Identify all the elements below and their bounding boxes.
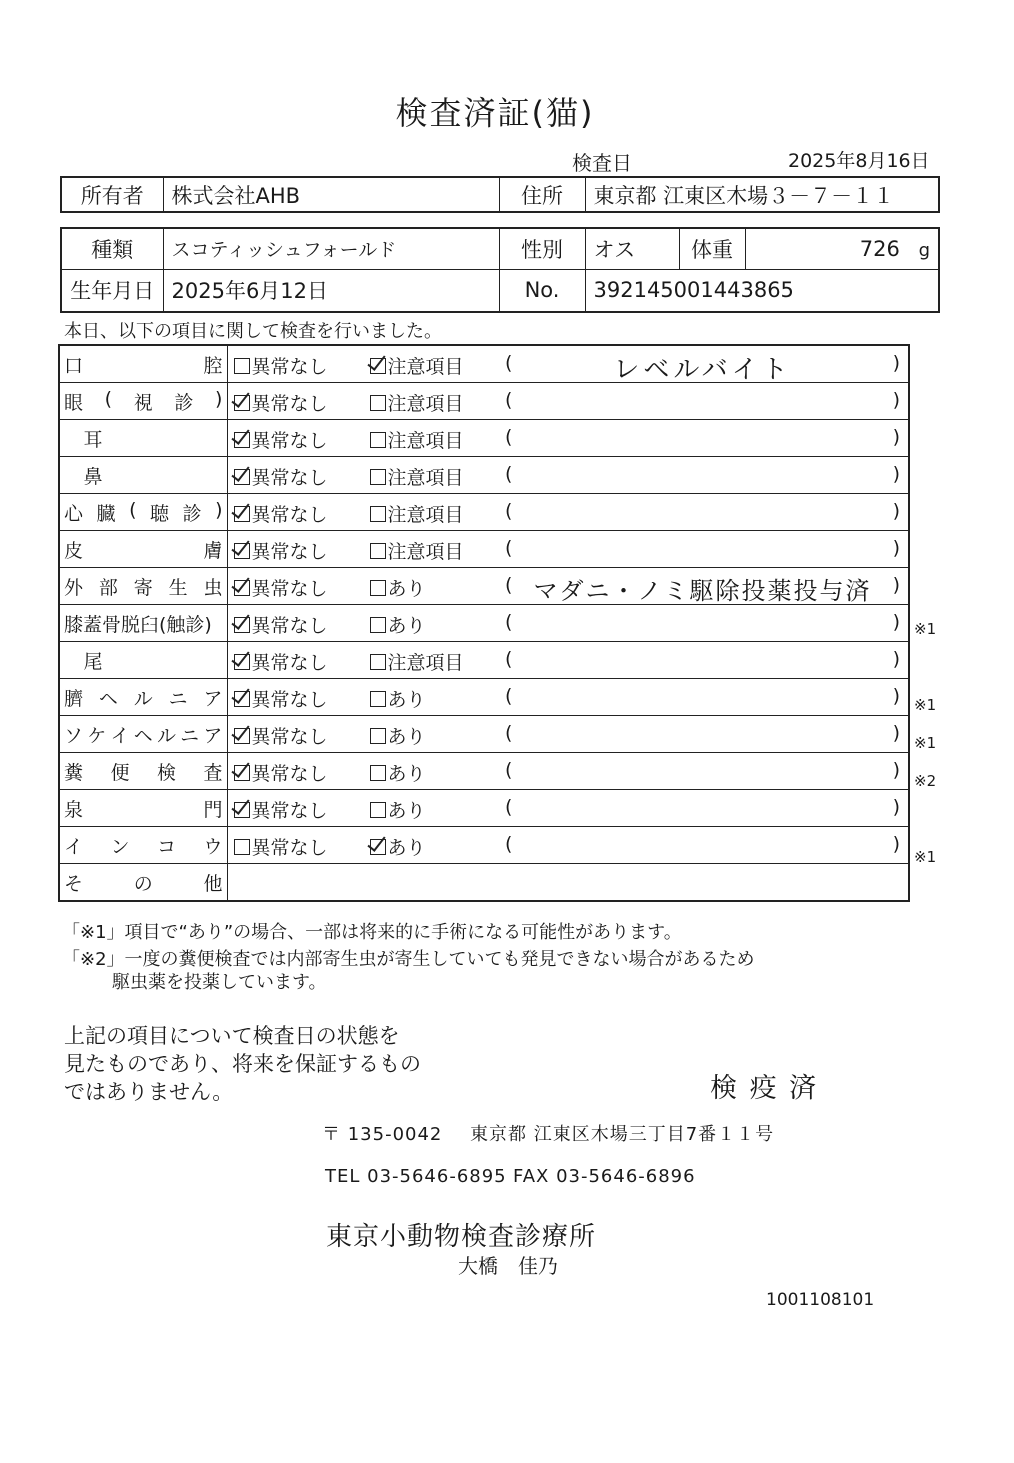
close-paren: ) <box>892 685 900 707</box>
checkbox[interactable] <box>234 765 250 781</box>
exam-row <box>59 605 909 642</box>
exam-item-name <box>64 462 223 489</box>
exam-item-name-cell <box>59 716 227 753</box>
option-attention[interactable] <box>370 463 464 490</box>
exam-item-name-cell <box>59 457 227 494</box>
document-title: 検査済証(猫) <box>395 94 595 132</box>
exam-item-name <box>64 425 223 452</box>
birth-label: 生年月日 <box>61 269 163 312</box>
exam-item-name-char: の <box>133 872 153 895</box>
exam-item-name-char: 心 <box>64 502 84 525</box>
exam-item-name <box>64 351 223 378</box>
checkbox[interactable] <box>370 469 386 485</box>
checkbox[interactable] <box>234 469 250 485</box>
checkbox[interactable] <box>234 432 250 448</box>
checkbox[interactable] <box>234 691 250 707</box>
intro-text: 本日、以下の項目に関して検査を行いました。 <box>64 321 442 342</box>
exam-options <box>227 716 497 753</box>
close-paren: ) <box>892 648 900 670</box>
exam-item-name-char: ル <box>156 724 176 747</box>
weight-value: 726 <box>859 236 900 261</box>
checkbox[interactable] <box>234 395 250 411</box>
option-label: あり <box>387 578 426 600</box>
footnote-marker: ※2 <box>914 772 937 790</box>
option-attention[interactable] <box>370 574 426 601</box>
exam-item-name-char: ( <box>129 498 137 521</box>
exam-item-name <box>64 832 223 859</box>
close-paren: ) <box>892 833 900 855</box>
option-label: 異常なし <box>251 393 328 415</box>
exam-detail <box>497 753 909 790</box>
close-paren: ) <box>892 389 900 411</box>
open-paren: ( <box>505 796 513 818</box>
option-label: 注意項目 <box>387 541 464 563</box>
exam-item-name-char: イ <box>64 835 84 858</box>
exam-item-name-cell <box>59 345 227 383</box>
close-paren: ) <box>892 796 900 818</box>
option-normal[interactable] <box>234 463 328 490</box>
checkbox[interactable] <box>370 395 386 411</box>
exam-detail <box>497 568 909 605</box>
exam-item-name-char: ヘ <box>133 724 153 747</box>
breed-label: 種類 <box>61 228 163 269</box>
option-label: あり <box>387 800 426 822</box>
owner-value: 株式会社AHB <box>163 177 499 212</box>
address-label: 住所 <box>499 177 585 212</box>
statement <box>64 1022 421 1106</box>
footnote-marker: ※1 <box>914 848 937 866</box>
exam-detail <box>497 716 909 753</box>
exam-options <box>227 827 497 864</box>
option-attention[interactable] <box>370 722 426 749</box>
exam-item-name <box>64 758 223 785</box>
exam-item-name-char: 生 <box>168 576 188 599</box>
option-normal[interactable] <box>234 833 328 860</box>
option-label: あり <box>387 763 426 785</box>
exam-item-name-char: 視 <box>133 391 153 414</box>
checkbox[interactable] <box>234 728 250 744</box>
option-normal[interactable] <box>234 537 328 564</box>
option-normal[interactable] <box>234 611 328 638</box>
close-paren: ) <box>892 574 900 596</box>
other-detail <box>227 864 909 902</box>
exam-item-name-cell <box>59 605 227 642</box>
exam-row <box>59 345 909 383</box>
option-label: あり <box>387 837 426 859</box>
exam-item-name <box>64 721 223 748</box>
exam-item-name <box>64 573 223 600</box>
exam-item-name-char: 診 <box>174 391 194 414</box>
exam-item-name-char: 泉 <box>64 798 84 821</box>
exam-item-name-char: ア <box>203 724 223 747</box>
birth-value: 2025年6月12日 <box>163 269 499 312</box>
postal-code: 〒 135-0042 <box>322 1124 443 1145</box>
exam-item-name-char: 臓 <box>96 502 116 525</box>
exam-options <box>227 457 497 494</box>
exam-options <box>227 420 497 457</box>
exam-item-name-cell <box>59 383 227 420</box>
exam-item-name-char: 膝蓋骨脱臼(触診) <box>64 613 212 636</box>
open-paren: ( <box>505 611 513 633</box>
exam-item-name-char: 検 <box>156 761 176 784</box>
weight-cell <box>745 228 939 269</box>
checkbox[interactable] <box>234 580 250 596</box>
exam-item-name <box>64 499 223 526</box>
checkbox[interactable] <box>370 358 386 374</box>
option-normal[interactable] <box>234 648 328 675</box>
option-label: 注意項目 <box>387 504 464 526</box>
exam-item-name <box>64 388 223 415</box>
exam-item-name-char: イ <box>110 724 130 747</box>
option-label: あり <box>387 615 426 637</box>
checkbox[interactable] <box>370 506 386 522</box>
exam-item-name-char: ヘ <box>98 687 118 710</box>
note-3: 駆虫薬を投薬しています。 <box>112 972 327 993</box>
exam-item-name-char: 寄 <box>133 576 153 599</box>
exam-item-name-cell <box>59 827 227 864</box>
option-normal[interactable] <box>234 500 328 527</box>
owner-label: 所有者 <box>61 177 163 212</box>
exam-row <box>59 790 909 827</box>
open-paren: ( <box>505 426 513 448</box>
exam-item-name-cell <box>59 494 227 531</box>
checkbox[interactable] <box>370 802 386 818</box>
exam-detail <box>497 494 909 531</box>
close-paren: ) <box>892 759 900 781</box>
exam-options <box>227 531 497 568</box>
exam-item-name-char: 臍 <box>64 687 84 710</box>
exam-row <box>59 420 909 457</box>
checkbox[interactable] <box>370 728 386 744</box>
exam-detail <box>497 790 909 827</box>
exam-table <box>58 344 910 902</box>
option-label: 異常なし <box>251 689 328 711</box>
checkbox[interactable] <box>370 691 386 707</box>
no-value: 392145001443865 <box>585 269 939 312</box>
clinic-tel: TEL 03-5646-6895 <box>325 1166 507 1187</box>
exam-options <box>227 605 497 642</box>
checkbox[interactable] <box>234 358 250 374</box>
option-attention[interactable] <box>370 500 464 527</box>
exam-options <box>227 753 497 790</box>
open-paren: ( <box>505 833 513 855</box>
open-paren: ( <box>505 574 513 596</box>
option-normal[interactable] <box>234 426 328 453</box>
exam-item-name-char: 口 <box>64 354 84 377</box>
close-paren: ) <box>892 611 900 633</box>
note-2: 「※2」一度の糞便検査では内部寄生虫が寄生していても発見できない場合があるため <box>62 949 755 970</box>
exam-item-name <box>64 869 223 896</box>
exam-detail <box>497 383 909 420</box>
quarantine-stamp: 検 疫 済 <box>710 1073 819 1104</box>
exam-detail <box>497 642 909 679</box>
exam-item-name-char: 腔 <box>203 354 223 377</box>
exam-item-name-char: ニ <box>180 724 200 747</box>
option-label: 注意項目 <box>387 652 464 674</box>
option-label: 異常なし <box>251 467 328 489</box>
exam-item-name-char: 虫 <box>203 576 223 599</box>
option-label: 異常なし <box>251 726 328 748</box>
option-label: 異常なし <box>251 430 328 452</box>
exam-date-value: 2025年8月16日 <box>788 150 930 172</box>
exam-options <box>227 568 497 605</box>
exam-row <box>59 531 909 568</box>
document-number: 1001108101 <box>766 1290 875 1310</box>
exam-item-name-char: 診 <box>182 502 202 525</box>
exam-detail <box>497 345 909 383</box>
exam-item-name-cell <box>59 420 227 457</box>
exam-detail <box>497 457 909 494</box>
animal-table <box>60 227 940 313</box>
exam-options <box>227 642 497 679</box>
exam-item-name-char: ケ <box>87 724 107 747</box>
option-label: 異常なし <box>251 504 328 526</box>
clinic-fax: FAX 03-5646-6896 <box>513 1166 696 1187</box>
exam-item-name-char: ン <box>110 835 130 858</box>
exam-detail <box>497 420 909 457</box>
exam-row-other <box>59 864 909 902</box>
exam-item-name-char: 査 <box>203 761 223 784</box>
exam-detail <box>497 827 909 864</box>
checkbox[interactable] <box>370 617 386 633</box>
open-paren: ( <box>505 685 513 707</box>
exam-item-name-cell <box>59 642 227 679</box>
detail-text: レベルバイト <box>613 355 792 383</box>
option-normal[interactable] <box>234 685 328 712</box>
exam-detail <box>497 605 909 642</box>
option-attention[interactable] <box>370 352 464 379</box>
clinic-address: 東京都 江東区木場三丁目7番１１号 <box>470 1124 775 1145</box>
exam-item-name-char: ニ <box>168 687 188 710</box>
footnote-marker: ※1 <box>914 734 937 752</box>
exam-item-name-char: 膚 <box>203 539 223 562</box>
close-paren: ) <box>892 352 900 374</box>
statement-line-2: 見たものであり、将来を保証するもの <box>64 1052 421 1076</box>
checkbox[interactable] <box>234 654 250 670</box>
exam-item-name-char: 外 <box>64 576 84 599</box>
exam-detail <box>497 679 909 716</box>
exam-item-name-char: 他 <box>203 872 223 895</box>
checkbox[interactable] <box>234 839 250 855</box>
exam-item-name-cell <box>59 864 227 902</box>
exam-item-name-cell <box>59 531 227 568</box>
exam-row <box>59 716 909 753</box>
checkbox[interactable] <box>370 765 386 781</box>
exam-row <box>59 642 909 679</box>
option-normal[interactable] <box>234 722 328 749</box>
option-attention[interactable] <box>370 759 426 786</box>
breed-value: スコティッシュフォールド <box>163 228 499 269</box>
option-label: 異常なし <box>251 763 328 785</box>
close-paren: ) <box>892 500 900 522</box>
open-paren: ( <box>505 463 513 485</box>
exam-item-name <box>64 647 223 674</box>
sex-value: オス <box>585 228 679 269</box>
exam-item-name-char: ) <box>215 498 223 521</box>
option-attention[interactable] <box>370 833 426 860</box>
exam-item-name-cell <box>59 679 227 716</box>
option-label: 異常なし <box>251 615 328 637</box>
exam-item-name-char: 皮 <box>64 539 84 562</box>
option-label: 注意項目 <box>387 467 464 489</box>
exam-item-name-char: 耳 <box>83 428 103 451</box>
option-attention[interactable] <box>370 537 464 564</box>
close-paren: ) <box>892 537 900 559</box>
address-value: 東京都 江東区木場３－７－１１ <box>585 177 939 212</box>
detail-text: マダニ・ノミ駆除投薬投与済 <box>533 577 872 605</box>
checkbox[interactable] <box>234 506 250 522</box>
sex-label: 性別 <box>499 228 585 269</box>
close-paren: ) <box>892 463 900 485</box>
statement-line-3: ではありません。 <box>64 1080 234 1104</box>
checkbox[interactable] <box>370 432 386 448</box>
exam-date-label: 検査日 <box>572 151 632 175</box>
checkbox[interactable] <box>370 580 386 596</box>
exam-item-name <box>64 536 223 563</box>
option-normal[interactable] <box>234 352 328 379</box>
exam-item-name-char: ) <box>215 387 223 410</box>
exam-item-name <box>64 610 223 637</box>
exam-item-name-cell <box>59 568 227 605</box>
statement-line-1: 上記の項目について検査日の状態を <box>64 1024 400 1048</box>
checkbox[interactable] <box>370 543 386 559</box>
exam-item-name-char: コ <box>156 835 176 858</box>
option-attention[interactable] <box>370 796 426 823</box>
exam-item-name-char: 尾 <box>83 650 103 673</box>
option-label: 異常なし <box>251 800 328 822</box>
weight-unit: g <box>918 239 930 261</box>
checkbox[interactable] <box>370 654 386 670</box>
exam-row <box>59 568 909 605</box>
exam-row <box>59 457 909 494</box>
exam-item-name-char: 部 <box>98 576 118 599</box>
option-label: 注意項目 <box>387 430 464 452</box>
exam-options <box>227 383 497 420</box>
close-paren: ) <box>892 722 900 744</box>
exam-item-name <box>64 684 223 711</box>
exam-options <box>227 790 497 827</box>
exam-item-name-char: 便 <box>110 761 130 784</box>
exam-item-name-cell <box>59 790 227 827</box>
option-label: 異常なし <box>251 652 328 674</box>
open-paren: ( <box>505 759 513 781</box>
exam-options <box>227 494 497 531</box>
exam-item-name-char: ル <box>133 687 153 710</box>
checkbox[interactable] <box>370 839 386 855</box>
exam-item-name-char: 門 <box>203 798 223 821</box>
exam-row <box>59 679 909 716</box>
option-normal[interactable] <box>234 574 328 601</box>
exam-item-name-char: ( <box>104 387 113 410</box>
exam-detail <box>497 531 909 568</box>
option-attention[interactable] <box>370 611 426 638</box>
owner-table <box>60 176 940 213</box>
option-label: あり <box>387 689 426 711</box>
doctor-name: 大橋 佳乃 <box>458 1254 558 1278</box>
option-attention[interactable] <box>370 426 464 453</box>
option-label: 異常なし <box>251 837 328 859</box>
footnote-marker: ※1 <box>914 696 937 714</box>
footnote-marker: ※1 <box>914 620 937 638</box>
option-label: 異常なし <box>251 578 328 600</box>
open-paren: ( <box>505 500 513 522</box>
option-label: あり <box>387 726 426 748</box>
exam-item-name-char: ウ <box>203 835 223 858</box>
exam-options <box>227 679 497 716</box>
exam-row <box>59 827 909 864</box>
option-label: 注意項目 <box>387 356 464 378</box>
exam-item-name-char: 眼 <box>64 391 84 414</box>
open-paren: ( <box>505 648 513 670</box>
no-label: No. <box>499 269 585 312</box>
open-paren: ( <box>505 352 513 374</box>
exam-row <box>59 494 909 531</box>
exam-item-name-char: 鼻 <box>83 465 103 488</box>
note-1: 「※1」項目で“あり”の場合、一部は将来的に手術になる可能性があります。 <box>62 922 682 943</box>
checkbox[interactable] <box>234 802 250 818</box>
open-paren: ( <box>505 389 513 411</box>
checkbox[interactable] <box>234 617 250 633</box>
option-attention[interactable] <box>370 389 464 416</box>
exam-item-name-char: 聴 <box>150 502 170 525</box>
close-paren: ) <box>892 426 900 448</box>
option-attention[interactable] <box>370 685 426 712</box>
option-label: 注意項目 <box>387 393 464 415</box>
option-label: 異常なし <box>251 541 328 563</box>
exam-row <box>59 383 909 420</box>
open-paren: ( <box>505 722 513 744</box>
option-label: 異常なし <box>251 356 328 378</box>
option-normal[interactable] <box>234 759 328 786</box>
option-normal[interactable] <box>234 796 328 823</box>
exam-item-name-char: そ <box>64 872 84 895</box>
open-paren: ( <box>505 537 513 559</box>
clinic-name: 東京小動物検査診療所 <box>326 1222 597 1252</box>
exam-item-name-char: ソ <box>64 724 84 747</box>
checkbox[interactable] <box>234 543 250 559</box>
exam-item-name-cell <box>59 753 227 790</box>
option-attention[interactable] <box>370 648 464 675</box>
option-normal[interactable] <box>234 389 328 416</box>
exam-item-name-char: ア <box>203 687 223 710</box>
exam-item-name-char: 糞 <box>64 761 84 784</box>
exam-row <box>59 753 909 790</box>
exam-item-name <box>64 795 223 822</box>
weight-label: 体重 <box>679 228 745 269</box>
exam-options <box>227 345 497 383</box>
